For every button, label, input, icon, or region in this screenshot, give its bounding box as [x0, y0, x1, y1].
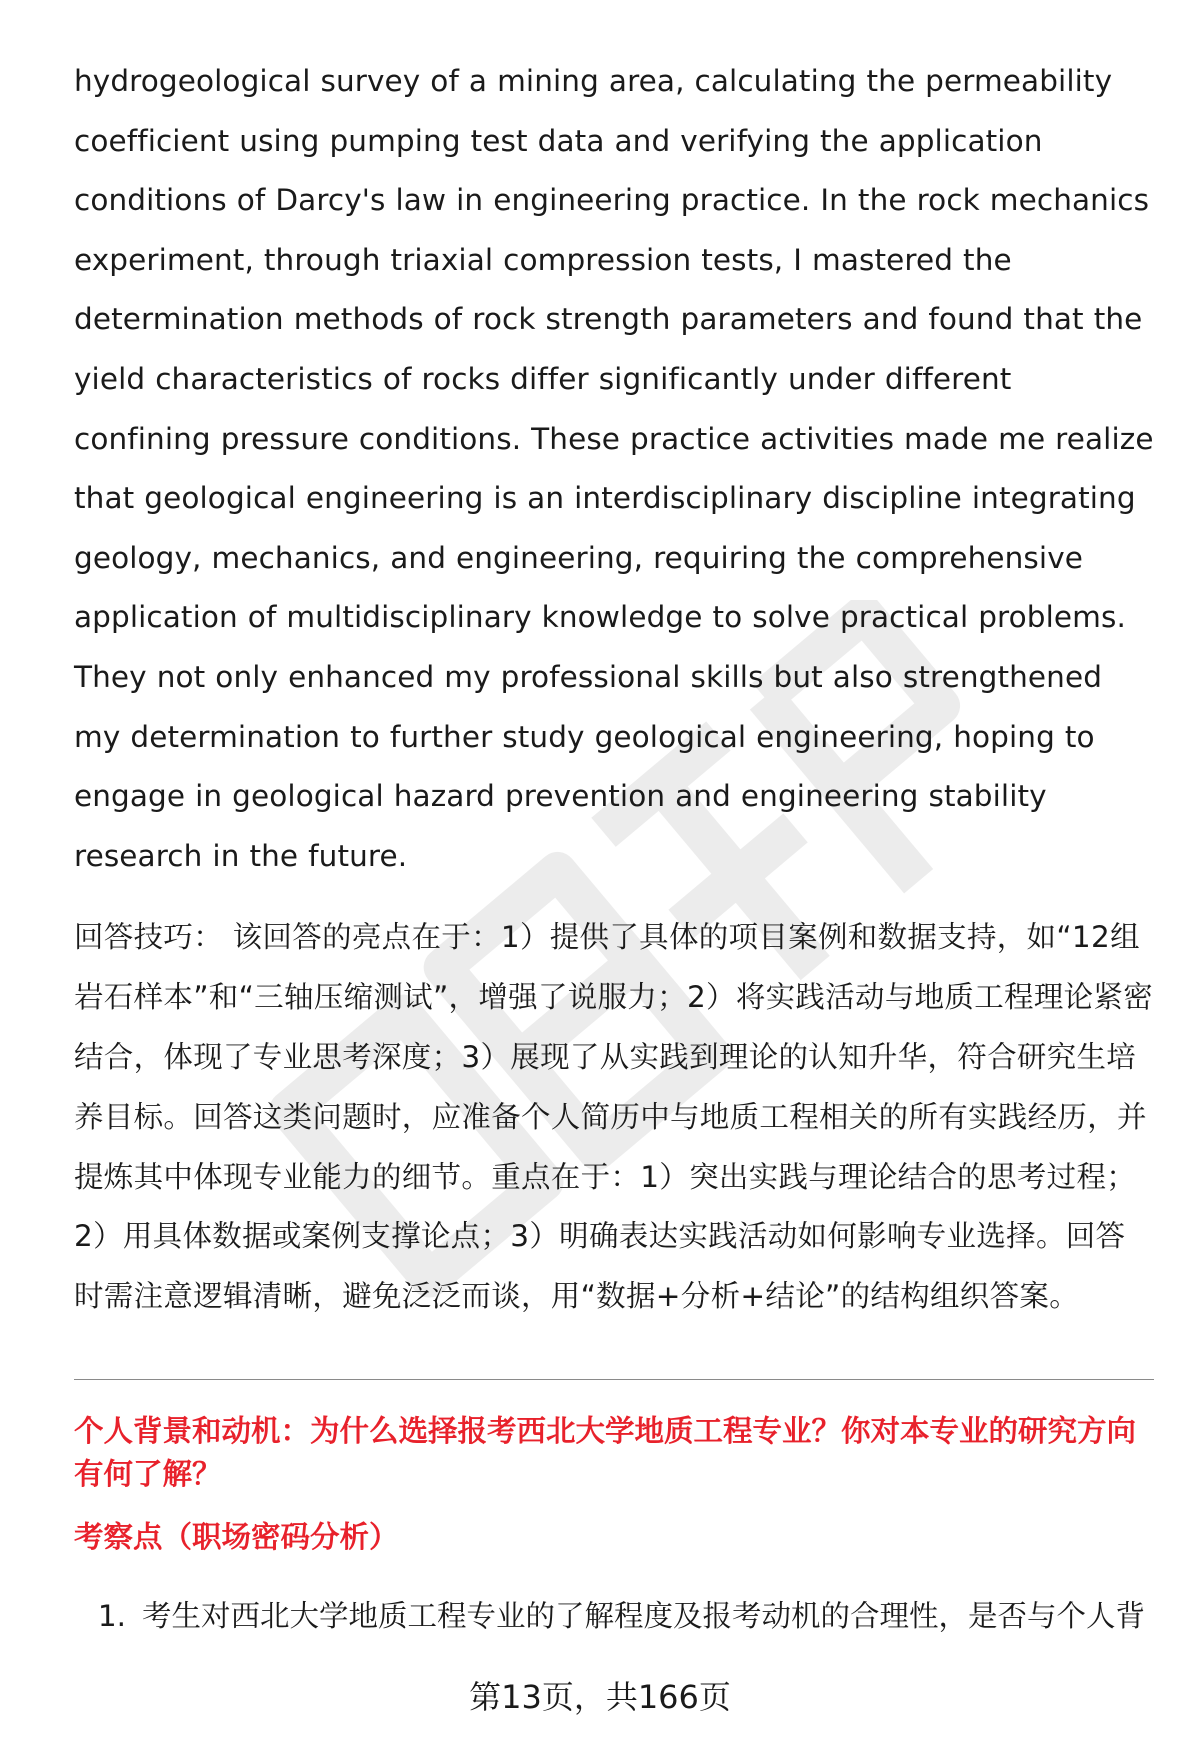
answer-continuation: hydrogeological survey of a mining area, calculating the permeability coefficient using pumping test data and verifying the application conditions of Darcy's law in engineering practice. In the rock mechanics experiment, through triaxial compression tests, I mastered the determination methods of rock strength parameters and found that the yield characteristics of rocks differ significantly under different confining pressure conditions. These practice activities made me realize that geological engineering is an interdisciplinary discipline integrating geology, mechanics, and engineering, requiring the comprehensive application of multidisciplinary knowledge to solve practical problems. They not only enhanced my professional skills but also strengthened my determination to further study geological engineering, hoping to engage in geological hazard prevention and engineering stability research in the future. — [74, 64, 1154, 873]
assessment-points-heading: 考察点（职场密码分析） — [74, 1519, 399, 1554]
question-title: 个人背景和动机：为什么选择报考西北大学地质工程专业？你对本专业的研究方向有何了解？ — [74, 1413, 1137, 1491]
list-item — [74, 1595, 1154, 1638]
page-number: 第13页，共166页 — [469, 1678, 731, 1716]
list-item-number: 1. — [97, 1598, 126, 1633]
answer-tips: 回答技巧： 该回答的亮点在于：1）提供了具体的项目案例和数据支持，如“12组岩石样本”和“三轴压缩测试”，增强了说服力；2）将实践活动与地质工程理论紧密结合，体现了专业思考深度；3）展现了从实践到理论的认知升华，符合研究生培养目标。回答这类问题时，应准备个人简历中与地质工程相关的所有实践经历，并提炼其中体现专业能力的细节。重点在于：1）突出实践与理论结合的思考过程；2）用具体数据或案例支撑论点；3）明确表达实践活动如何影响专业选择。回答时需注意逻辑清晰，避免泛泛而谈，用“数据+分析+结论”的结构组织答案。 — [74, 920, 1154, 1314]
assessment-points-list — [74, 1595, 1154, 1638]
document-page — [74, 52, 1154, 1638]
section-divider — [74, 1379, 1154, 1380]
list-item-text: 考生对西北大学地质工程专业的了解程度及报考动机的合理性，是否与个人背 — [142, 1598, 1146, 1633]
